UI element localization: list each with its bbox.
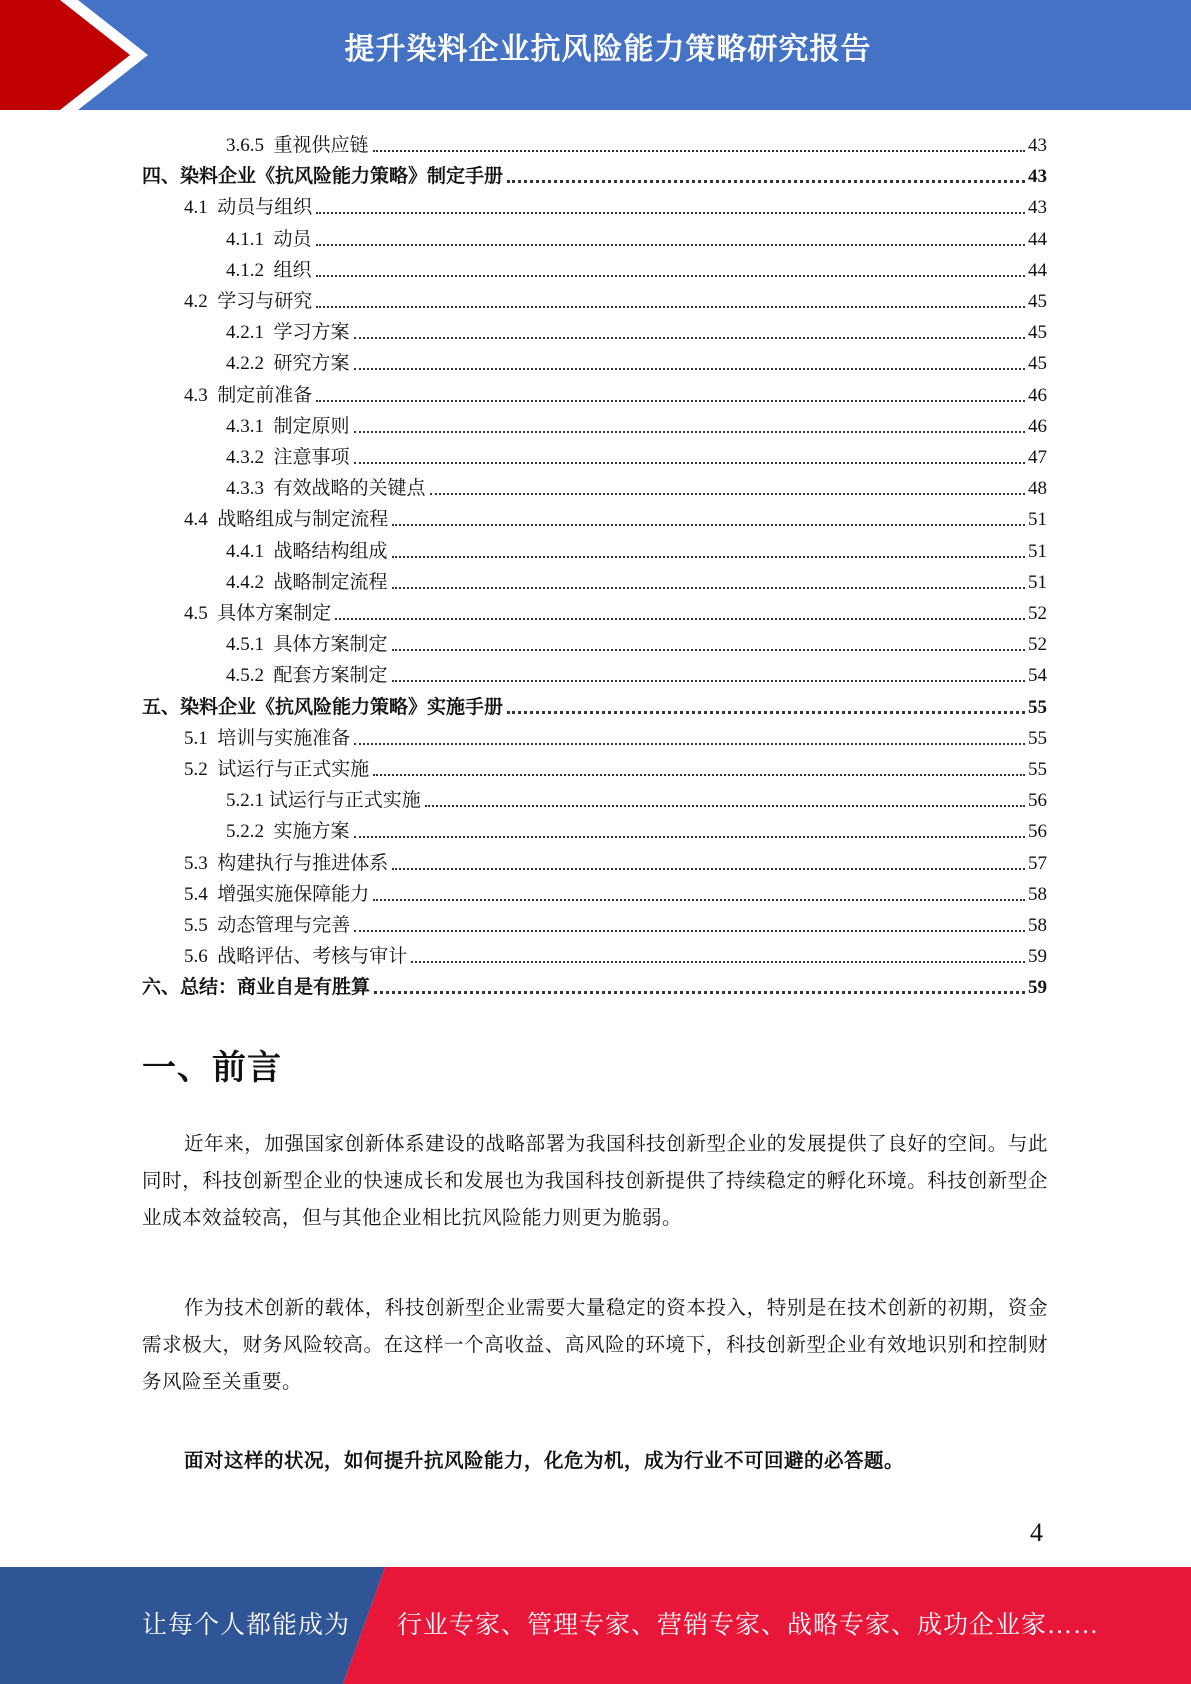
- toc-entry-page: 59: [1028, 977, 1047, 999]
- toc-dot-leader: [507, 711, 1025, 714]
- toc-dot-leader: [316, 400, 1025, 402]
- toc-entry-title: 六、总结：商业自是有胜算: [142, 977, 371, 999]
- toc-entry[interactable]: [226, 128, 1047, 159]
- toc-entry-number: 4.2.1: [226, 322, 274, 344]
- toc-entry-page: 51: [1028, 509, 1047, 531]
- paragraph-1: 近年来，加强国家创新体系建设的战略部署为我国科技创新型企业的发展提供了良好的空间。与此同时，科技创新型企业的快速成长和发展也为我国科技创新提供了持续稳定的孵化环境。科技创新型企业成本效益较高，但与其他企业相比抗风险能力则更为脆弱。: [142, 1134, 1048, 1229]
- toc-entry-page: 54: [1028, 665, 1047, 687]
- toc-dot-leader: [392, 556, 1025, 558]
- toc-entry-number: 5.2.1: [226, 790, 269, 812]
- toc-dot-leader: [316, 244, 1025, 246]
- toc-entry-title: 战略组成与制定流程: [217, 509, 389, 531]
- toc-entry[interactable]: [184, 721, 1047, 752]
- toc-entry[interactable]: [184, 939, 1047, 970]
- page-header: [0, 0, 1191, 110]
- toc-dot-leader: [392, 649, 1025, 651]
- toc-entry[interactable]: [226, 409, 1047, 440]
- toc-entry-title: 试运行与正式实施: [268, 790, 421, 812]
- toc-entry-number: 4.3: [184, 384, 218, 406]
- toc-entry-number: 4.1: [184, 197, 218, 219]
- toc-entry-title: 培训与实施准备: [217, 727, 351, 749]
- toc-entry-title: 研究方案: [273, 353, 350, 375]
- toc-entry-title: 构建执行与推进体系: [217, 852, 389, 874]
- toc-entry[interactable]: [184, 502, 1047, 533]
- toc-entry-page: 56: [1028, 821, 1047, 843]
- toc-entry-title: 配套方案制定: [273, 665, 388, 687]
- toc-dot-leader: [354, 337, 1025, 339]
- toc-entry-page: 56: [1028, 790, 1047, 812]
- toc-entry[interactable]: [142, 159, 1047, 190]
- toc-entry[interactable]: [184, 877, 1047, 908]
- toc-entry[interactable]: [184, 378, 1047, 409]
- footer-slogan-left: 让每个人都能成为: [142, 1612, 351, 1639]
- toc-entry[interactable]: [226, 627, 1047, 658]
- toc-entry-number: 5.2.2: [226, 821, 274, 843]
- toc-entry[interactable]: [184, 284, 1047, 315]
- toc-dot-leader: [354, 930, 1025, 932]
- toc-entry-page: 45: [1028, 322, 1047, 344]
- toc-dot-leader: [507, 180, 1025, 183]
- page-number: 4: [1030, 1518, 1043, 1547]
- toc-entry-title: 注意事项: [273, 447, 350, 468]
- toc-entry-page: 52: [1028, 634, 1047, 656]
- toc-entry-title: 四、染料企业《抗风险能力策略》制定手册: [142, 166, 504, 188]
- toc-entry-page: 48: [1028, 478, 1047, 500]
- toc-dot-leader: [373, 774, 1025, 776]
- toc-entry-number: 5.2: [184, 759, 218, 780]
- toc-entry-title: 具体方案制定: [273, 634, 388, 656]
- toc-entry-page: 46: [1028, 384, 1047, 406]
- toc-entry-number: 4.2.2: [226, 353, 274, 375]
- toc-entry[interactable]: [184, 846, 1047, 877]
- toc-entry-page: 55: [1028, 759, 1047, 780]
- toc-entry-number: 4.3.2: [226, 447, 274, 468]
- toc-dot-leader: [354, 462, 1025, 464]
- toc-entry-number: 4.4: [184, 509, 218, 531]
- toc-entry-title: 实施方案: [273, 821, 350, 843]
- toc-entry-number: 4.5: [184, 603, 218, 624]
- toc-entry[interactable]: [142, 970, 1047, 1001]
- toc-entry-number: 3.6.5: [226, 135, 274, 156]
- toc-entry-number: 4.2: [184, 291, 218, 312]
- toc-entry-number: 5.4: [184, 883, 218, 905]
- toc-entry-page: 43: [1028, 135, 1047, 156]
- toc-entry-page: 43: [1028, 166, 1047, 188]
- toc-entry-title: 制定原则: [273, 415, 350, 437]
- toc-entry-title: 五、染料企业《抗风险能力策略》实施手册: [142, 696, 504, 718]
- toc-entry-title: 学习与研究: [217, 291, 313, 312]
- toc-entry-number: 5.1: [184, 727, 218, 749]
- toc-dot-leader: [316, 306, 1025, 308]
- toc-entry-page: 47: [1028, 447, 1047, 468]
- toc-entry[interactable]: [226, 315, 1047, 346]
- toc-dot-leader: [354, 836, 1025, 838]
- toc-entry-number: 5.3: [184, 852, 218, 874]
- toc-dot-leader: [373, 899, 1025, 901]
- section-heading: 一、前言: [142, 1048, 282, 1088]
- toc-entry-title: 试运行与正式实施: [217, 759, 370, 780]
- toc-dot-leader: [316, 212, 1025, 214]
- toc-entry-number: 4.3.1: [226, 415, 274, 437]
- toc-entry-page: 46: [1028, 415, 1047, 437]
- toc-entry-title: 制定前准备: [217, 384, 313, 406]
- toc-dot-leader: [392, 868, 1025, 870]
- toc-dot-leader: [335, 618, 1025, 620]
- toc-entry-title: 有效战略的关键点: [273, 478, 426, 500]
- toc-entry-number: 4.5.2: [226, 665, 274, 687]
- toc-entry[interactable]: [142, 690, 1047, 721]
- toc-entry-page: 57: [1028, 852, 1047, 874]
- toc-entry[interactable]: [184, 752, 1047, 783]
- toc-entry-page: 43: [1028, 197, 1047, 219]
- toc-entry-number: 4.3.3: [226, 478, 274, 500]
- toc-entry-title: 战略制定流程: [273, 571, 388, 593]
- toc-entry[interactable]: [226, 783, 1047, 814]
- toc-entry[interactable]: [226, 253, 1047, 284]
- toc-entry[interactable]: [226, 565, 1047, 596]
- page-footer: [0, 1567, 1191, 1684]
- toc-entry-number: 4.1.1: [226, 228, 274, 250]
- toc-entry-page: 45: [1028, 353, 1047, 375]
- toc-entry-title: 重视供应链: [273, 135, 369, 156]
- toc-dot-leader: [411, 961, 1025, 963]
- toc-dot-leader: [392, 680, 1025, 682]
- toc-entry-number: 4.5.1: [226, 634, 274, 656]
- paragraph-3-emphasis: 面对这样的状况，如何提升抗风险能力，化危为机，成为行业不可回避的必答题。: [184, 1451, 905, 1472]
- toc-entry-page: 51: [1028, 571, 1047, 593]
- toc-dot-leader: [316, 275, 1025, 277]
- footer-slogan-right: 行业专家、管理专家、营销专家、战略专家、成功企业家……: [397, 1612, 1100, 1639]
- toc-entry-title: 动员: [273, 228, 312, 250]
- toc-entry-title: 具体方案制定: [217, 603, 332, 624]
- toc-entry-title: 动态管理与完善: [217, 915, 351, 936]
- toc-dot-leader: [430, 493, 1025, 495]
- toc-entry-page: 51: [1028, 540, 1047, 562]
- toc-entry-page: 44: [1028, 259, 1047, 281]
- toc-entry[interactable]: [226, 346, 1047, 377]
- toc-entry[interactable]: [226, 658, 1047, 689]
- toc-entry[interactable]: [184, 596, 1047, 627]
- toc-dot-leader: [373, 150, 1025, 152]
- report-title: 提升染料企业抗风险能力策略研究报告: [344, 32, 872, 67]
- toc-entry[interactable]: [184, 190, 1047, 221]
- toc-entry-page: 59: [1028, 946, 1047, 968]
- toc-entry-page: 45: [1028, 291, 1047, 312]
- toc-entry[interactable]: [226, 222, 1047, 253]
- toc-entry-number: 4.4.1: [226, 540, 274, 562]
- toc-dot-leader: [354, 431, 1025, 433]
- toc-entry[interactable]: [226, 534, 1047, 565]
- toc-entry-number: 5.5: [184, 915, 218, 936]
- toc-entry-number: 4.4.2: [226, 571, 274, 593]
- toc-entry-page: 58: [1028, 915, 1047, 936]
- paragraph-2: 作为技术创新的载体，科技创新型企业需要大量稳定的资本投入，特别是在技术创新的初期，资金需求极大，财务风险较高。在这样一个高收益、高风险的环境下，科技创新型企业有效地识别和控制财务风险至关重要。: [142, 1298, 1048, 1393]
- toc-entry-page: 58: [1028, 883, 1047, 905]
- toc-entry[interactable]: [226, 814, 1047, 845]
- toc-dot-leader: [374, 991, 1025, 994]
- toc-entry-page: 55: [1028, 696, 1047, 718]
- toc-entry-title: 增强实施保障能力: [217, 883, 370, 905]
- toc-entry-number: 4.1.2: [226, 259, 274, 281]
- toc-entry[interactable]: [184, 908, 1047, 939]
- toc-dot-leader: [392, 587, 1025, 589]
- toc-entry-page: 52: [1028, 603, 1047, 624]
- toc-entry-page: 55: [1028, 727, 1047, 749]
- toc-entry-title: 学习方案: [273, 322, 350, 344]
- toc-entry-title: 战略结构组成: [273, 540, 388, 562]
- toc-dot-leader: [392, 524, 1025, 526]
- toc-entry-title: 动员与组织: [217, 197, 313, 219]
- toc-entry-title: 组织: [273, 259, 312, 281]
- toc-entry-page: 44: [1028, 228, 1047, 250]
- toc-dot-leader: [354, 368, 1025, 370]
- toc-entry[interactable]: [226, 440, 1047, 471]
- toc-entry-number: 5.6: [184, 946, 218, 968]
- toc-entry-title: 战略评估、考核与审计: [217, 946, 408, 968]
- toc-dot-leader: [354, 743, 1025, 745]
- toc-dot-leader: [425, 805, 1025, 807]
- toc-entry[interactable]: [226, 471, 1047, 502]
